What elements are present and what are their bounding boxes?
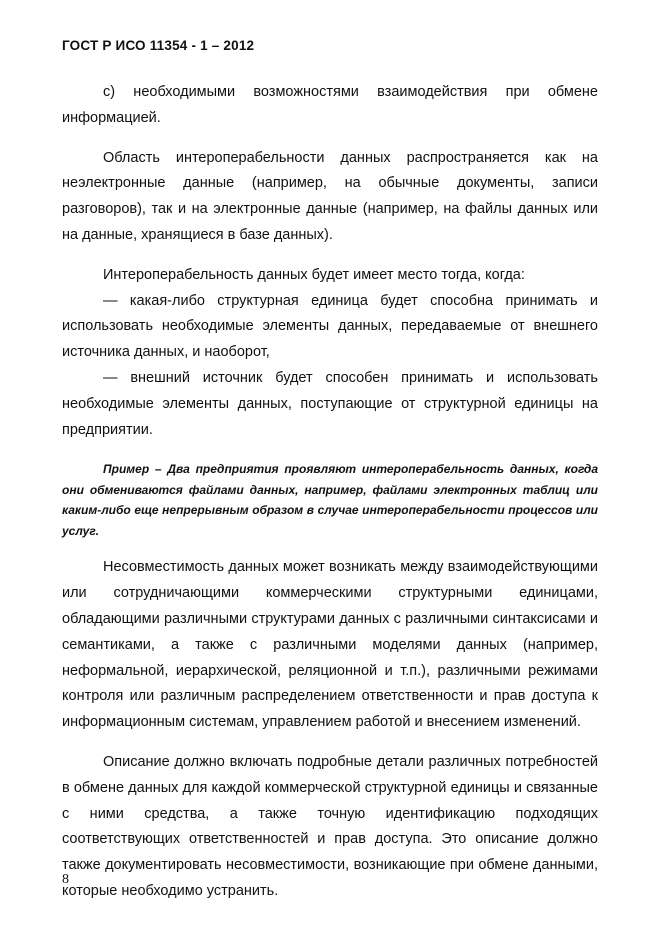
paragraph-description: Описание должно включать подробные детали различных потребностей в обмене данных для каждой коммерческой структурной единицы и связанные с ними средства, а также точную идентификацию подходящих соответствующих ответственностей и прав доступа. Это описание должно также документировать несовместимости, возникающие при обмене данными, которые необходимо устранить. [62, 753, 598, 899]
document-body [62, 80, 598, 905]
paragraph-conditions-intro: Интероперабельность данных будет имеет место тогда, когда: [103, 266, 525, 283]
paragraph-list-item-c: с) необходимыми возможностями взаимодействия при обмене информацией. [62, 84, 598, 126]
document-header: ГОСТ Р ИСО 11354 - 1 – 2012 [62, 38, 255, 53]
paragraph-scope: Область интероперабельности данных распространяется как на неэлектронные данные (например, на обычные документы, записи разговоров), так и на электронные данные (например, на файлы данных или на данные, хранящиеся в базе данных). [62, 149, 598, 243]
paragraph-condition-1: — какая-либо структурная единица будет способна принимать и использовать необходимые элементы данных, передаваемые от внешнего источника данных, и наоборот, [62, 292, 598, 361]
paragraph-incompatibility: Несовместимость данных может возникать между взаимодействующими или сотрудничающими коммерческими структурными единицами, обладающими различными структурами данных с различными синтаксисами и семантиками, а также с различными моделями данных (например, неформальной, иерархической, реляционной и т.п.), различными режимами контроля или различным распределением ответственности и прав доступа к информационным системам, управлением работой и внесением изменений. [62, 559, 598, 731]
example-note: Пример – Два предприятия проявляют интероперабельность данных, когда они обмениваются файлами данных, например, файлами электронных таблиц или каким-либо еще непрерывным образом в случае интероперабельности процессов или услуг. [62, 462, 598, 538]
paragraph-condition-2: — внешний источник будет способен принимать и использовать необходимые элементы данных, поступающие от структурной единицы на предприятии. [62, 369, 598, 438]
page-number: 8 [62, 872, 69, 887]
